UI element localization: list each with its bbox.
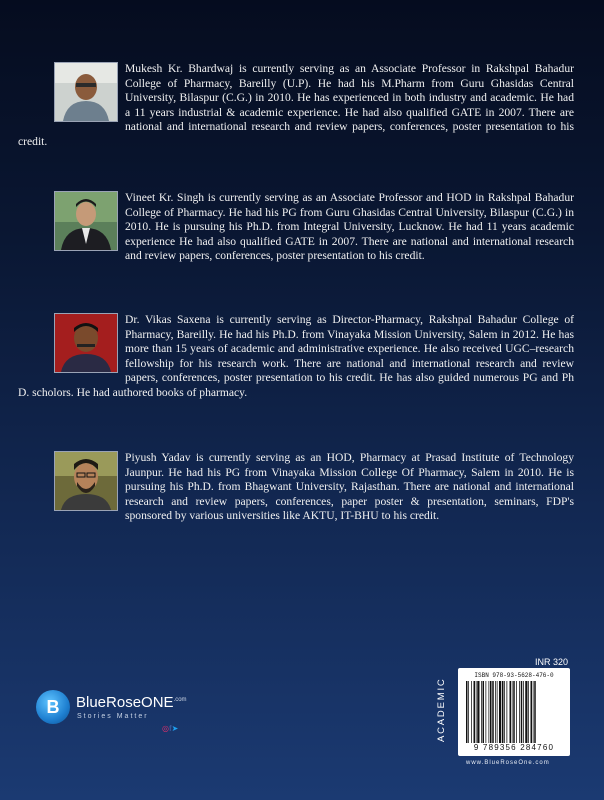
barcode-bars [464,681,564,743]
barcode-bar [466,681,468,743]
barcode-bar [477,681,479,743]
barcode-bar [476,681,477,743]
barcode-bar [531,681,533,743]
publisher-logo-mark: B [36,690,70,724]
barcode-bar [513,681,515,743]
barcode-bar [528,681,529,743]
barcode-bar [468,681,469,743]
barcode-bar [507,681,508,743]
barcode-bar [504,681,505,743]
barcode-bar [492,681,494,743]
barcode-bar [519,681,520,743]
facebook-icon: f [168,724,172,733]
barcode-bar [486,681,487,743]
barcode-bar [483,681,485,743]
barcode-bar [499,681,501,743]
author-bio-text: Mukesh Kr. Bhardwaj is currently serving as an Associate Professor in Rakshpal Bahadur College of Pharmacy, Bareilly (U.P). He had his M.Pharm from Guru Ghasidas Central University, Bilaspur (C.G.) in 2010. He has experienced in both industry and academic. He had a 11 years industrial & academic experience. He had also qualified GATE in 2007. There are national and international research and review papers, conferences, poster presentation to his credit. [18,62,574,148]
barcode-bar [525,681,527,743]
barcode-digits: 9 789356 284760 [473,743,555,752]
author-photo-piyush [54,451,118,511]
barcode [458,668,570,756]
author-bio-text: Dr. Vikas Saxena is currently serving as Director-Pharmacy, Rakshpal Bahadur College of Pharmacy, Bareilly. He had his Ph.D. from Vinayaka Mission University, Salem in 2012. He has more than 15 years of academic and administrative experience. He also received UGC–research fellowship for his research work. There are national and international research and review papers, conferences, poster presentation to his credit. He has also guided numerous PG and Ph D. scholors. He had authored books of pharmacy. [18,313,574,399]
barcode-bar [516,681,517,743]
publisher-logo [36,690,187,780]
isbn-text: ISBN 978-93-5628-476-0 [474,672,554,679]
author-photo-vikas [54,313,118,373]
barcode-bar [474,681,476,743]
barcode-bar [497,681,498,743]
barcode-bar [495,681,496,743]
barcode-bar [533,681,534,743]
publisher-tagline: Stories Matter [77,713,149,720]
barcode-bar [523,681,524,743]
author-photo-vineet [54,191,118,251]
publisher-dotcom: .com [173,697,187,703]
barcode-bar [490,681,492,743]
barcode-bar [489,681,490,743]
social-icons [162,724,178,733]
barcode-bar [481,681,482,743]
author-bio-mukesh [18,62,574,150]
twitter-icon: ➤ [171,724,179,733]
category-text: ACADEMIC [436,677,447,742]
category-label [436,672,454,772]
publisher-name-text: BlueRoseONE [76,694,174,711]
barcode-bar [510,681,512,743]
barcode-bar [512,681,513,743]
author-bio-text: Piyush Yadav is currently serving as an HOD, Pharmacy at Prasad Institute of Technology Jaunpur. He had his PG from Vinayaka Mission College Of Pharmacy, Salem in 2010. He is pursuing his Ph.D. from Bhagwant University, Rajasthan. There are national and international research and review papers, conferences, paper poster & presentation, seminars, FDP's sponsored by various universities like AKTU, IT-BHU to his credit. [125,451,574,523]
instagram-icon: ◎ [162,724,169,733]
author-bio-vikas [18,313,574,401]
barcode-bar [471,681,472,743]
author-bio-vineet [18,191,574,264]
author-bio-text: Vineet Kr. Singh is currently serving as an Associate Professor and HOD in Rakshpal Bahadur College of Pharmacy. He had his PG from Guru Ghasidas Central University, Bilaspur (C.G.) in 2010. He is pursuing his Ph.D. from Integral University, Lucknow. He had 11 years academic experience He had also qualified GATE in 2007. There are national and international research and review papers, conferences, poster presentation to his credit. [125,191,574,263]
price-label: INR 320 [535,657,569,667]
publisher-name [76,694,187,711]
author-photo-mukesh [54,62,118,122]
barcode-bar [502,681,504,743]
barcode-bar [534,681,536,743]
author-bio-piyush [18,451,574,524]
barcode-bar [521,681,523,743]
publisher-website: www.BlueRoseOne.com [466,760,550,766]
